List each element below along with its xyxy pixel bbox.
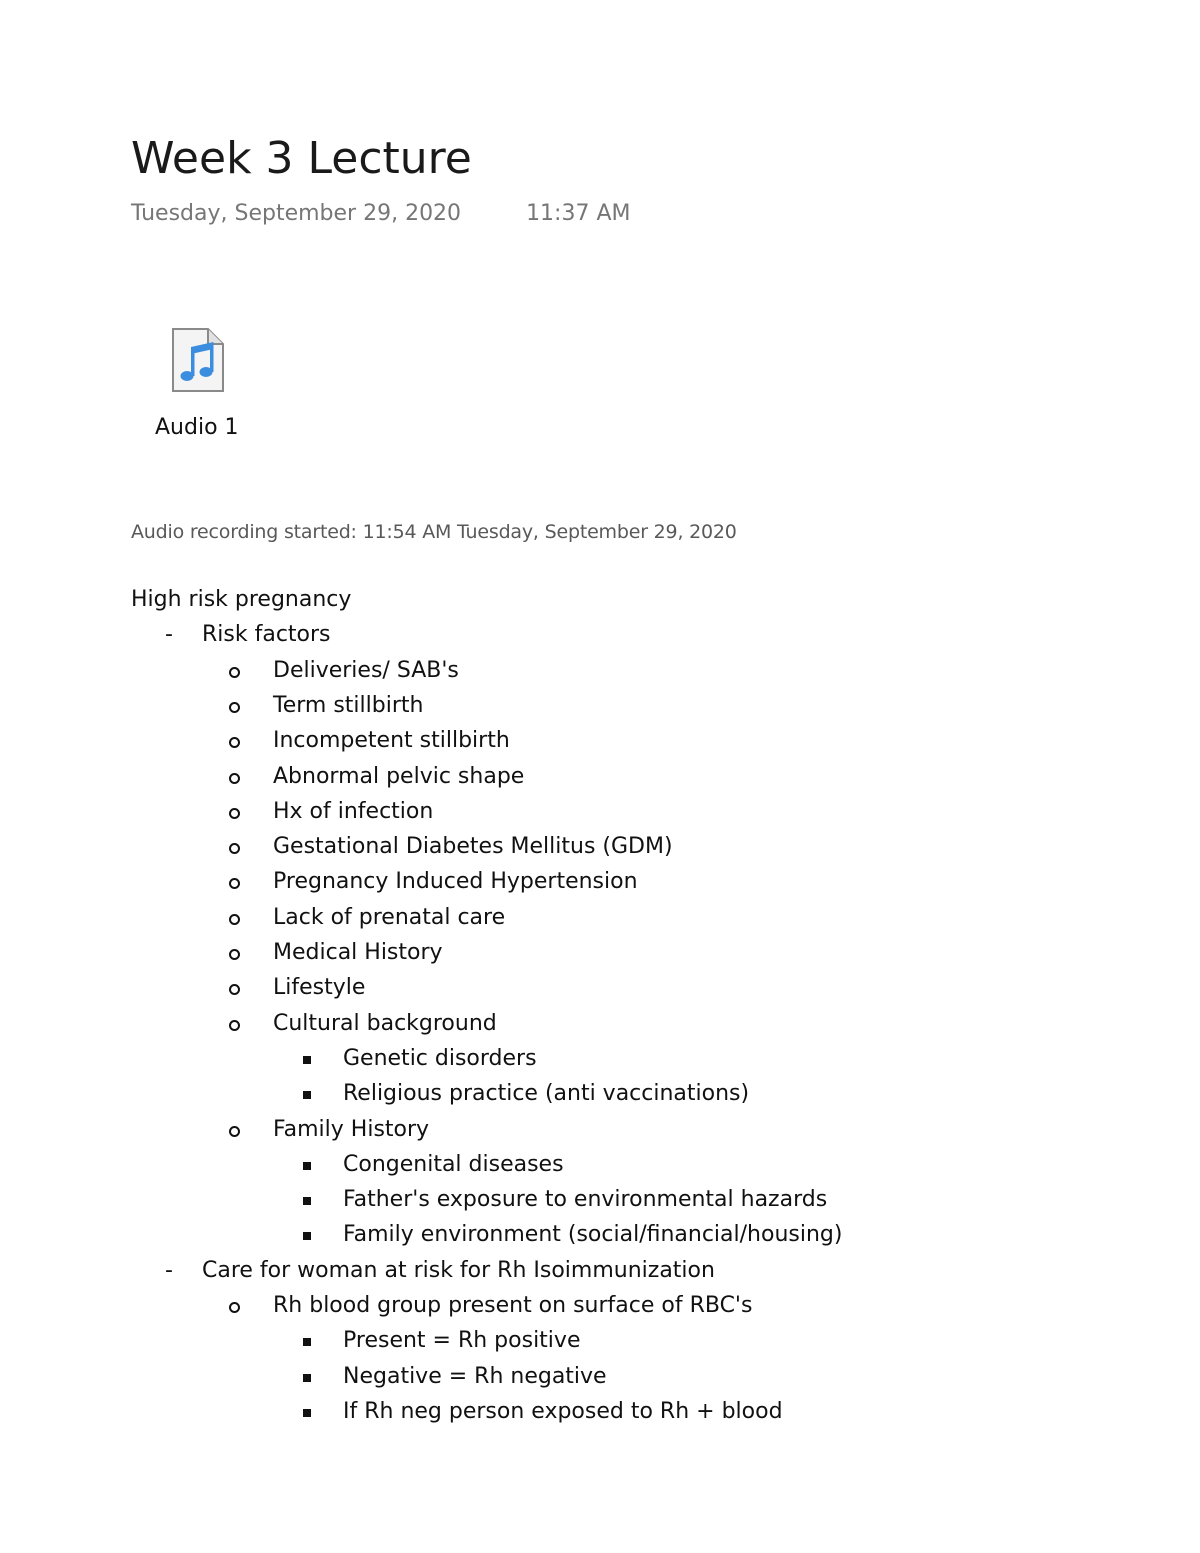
outline-text: Negative = Rh negative bbox=[343, 1363, 607, 1389]
circle-bullet-icon bbox=[229, 808, 240, 819]
outline-text: Pregnancy Induced Hypertension bbox=[273, 869, 638, 895]
outline-text: If Rh neg person exposed to Rh + blood bbox=[343, 1398, 783, 1424]
outline-text: Lifestyle bbox=[273, 975, 366, 1001]
square-bullet-icon bbox=[303, 1197, 311, 1205]
outline-text: Care for woman at risk for Rh Isoimmunization bbox=[202, 1257, 715, 1283]
page-time: 11:37 AM bbox=[526, 201, 631, 226]
outline-text: Family environment (social/financial/housing) bbox=[343, 1222, 843, 1248]
outline-text: Congenital diseases bbox=[343, 1151, 564, 1177]
circle-bullet-icon bbox=[229, 667, 240, 678]
outline-text: Risk factors bbox=[202, 622, 331, 648]
date-line bbox=[131, 199, 631, 229]
outline-text: Cultural background bbox=[273, 1010, 497, 1036]
outline-text: Term stillbirth bbox=[273, 692, 424, 718]
outline-text: Lack of prenatal care bbox=[273, 904, 506, 930]
outline-text: Religious practice (anti vaccinations) bbox=[343, 1081, 750, 1107]
square-bullet-icon bbox=[303, 1091, 311, 1099]
outline-text: Medical History bbox=[273, 940, 443, 965]
square-bullet-icon bbox=[303, 1409, 311, 1417]
dash-bullet-icon: - bbox=[165, 622, 173, 648]
square-bullet-icon bbox=[303, 1162, 311, 1170]
outline-text: Hx of infection bbox=[273, 798, 434, 824]
page-date: Tuesday, September 29, 2020 bbox=[131, 201, 462, 226]
outline-text: Deliveries/ SAB's bbox=[273, 657, 459, 683]
circle-bullet-icon bbox=[229, 773, 240, 784]
outline-text: Abnormal pelvic shape bbox=[273, 763, 525, 789]
circle-bullet-icon bbox=[229, 737, 240, 748]
outline-text: Father's exposure to environmental hazards bbox=[343, 1187, 828, 1213]
circle-bullet-icon bbox=[229, 702, 240, 713]
outline-text: Present = Rh positive bbox=[343, 1328, 581, 1354]
square-bullet-icon bbox=[303, 1338, 311, 1346]
outline-text: Rh blood group present on surface of RBC's bbox=[273, 1293, 753, 1318]
square-bullet-icon bbox=[303, 1056, 311, 1064]
circle-bullet-icon bbox=[229, 1020, 240, 1031]
outline-text: Family History bbox=[273, 1116, 430, 1142]
circle-bullet-icon bbox=[229, 878, 240, 889]
outline-text: High risk pregnancy bbox=[131, 587, 352, 612]
audio-file-icon[interactable] bbox=[170, 327, 226, 393]
circle-bullet-icon bbox=[229, 843, 240, 854]
page-title: Week 3 Lecture bbox=[131, 133, 472, 184]
outline-text: Incompetent stillbirth bbox=[273, 728, 510, 754]
circle-bullet-icon bbox=[229, 984, 240, 995]
circle-bullet-icon bbox=[229, 1126, 240, 1137]
audio-attachment[interactable] bbox=[150, 325, 250, 450]
dash-bullet-icon: - bbox=[165, 1257, 173, 1283]
square-bullet-icon bbox=[303, 1374, 311, 1382]
circle-bullet-icon bbox=[229, 949, 240, 960]
outline-text: Genetic disorders bbox=[343, 1045, 537, 1071]
audio-label[interactable]: Audio 1 bbox=[155, 415, 239, 440]
circle-bullet-icon bbox=[229, 1302, 240, 1313]
outline-text: Gestational Diabetes Mellitus (GDM) bbox=[273, 834, 673, 860]
audio-recording-note: Audio recording started: 11:54 AM Tuesday, September 29, 2020 bbox=[131, 521, 737, 543]
circle-bullet-icon bbox=[229, 914, 240, 925]
square-bullet-icon bbox=[303, 1232, 311, 1240]
